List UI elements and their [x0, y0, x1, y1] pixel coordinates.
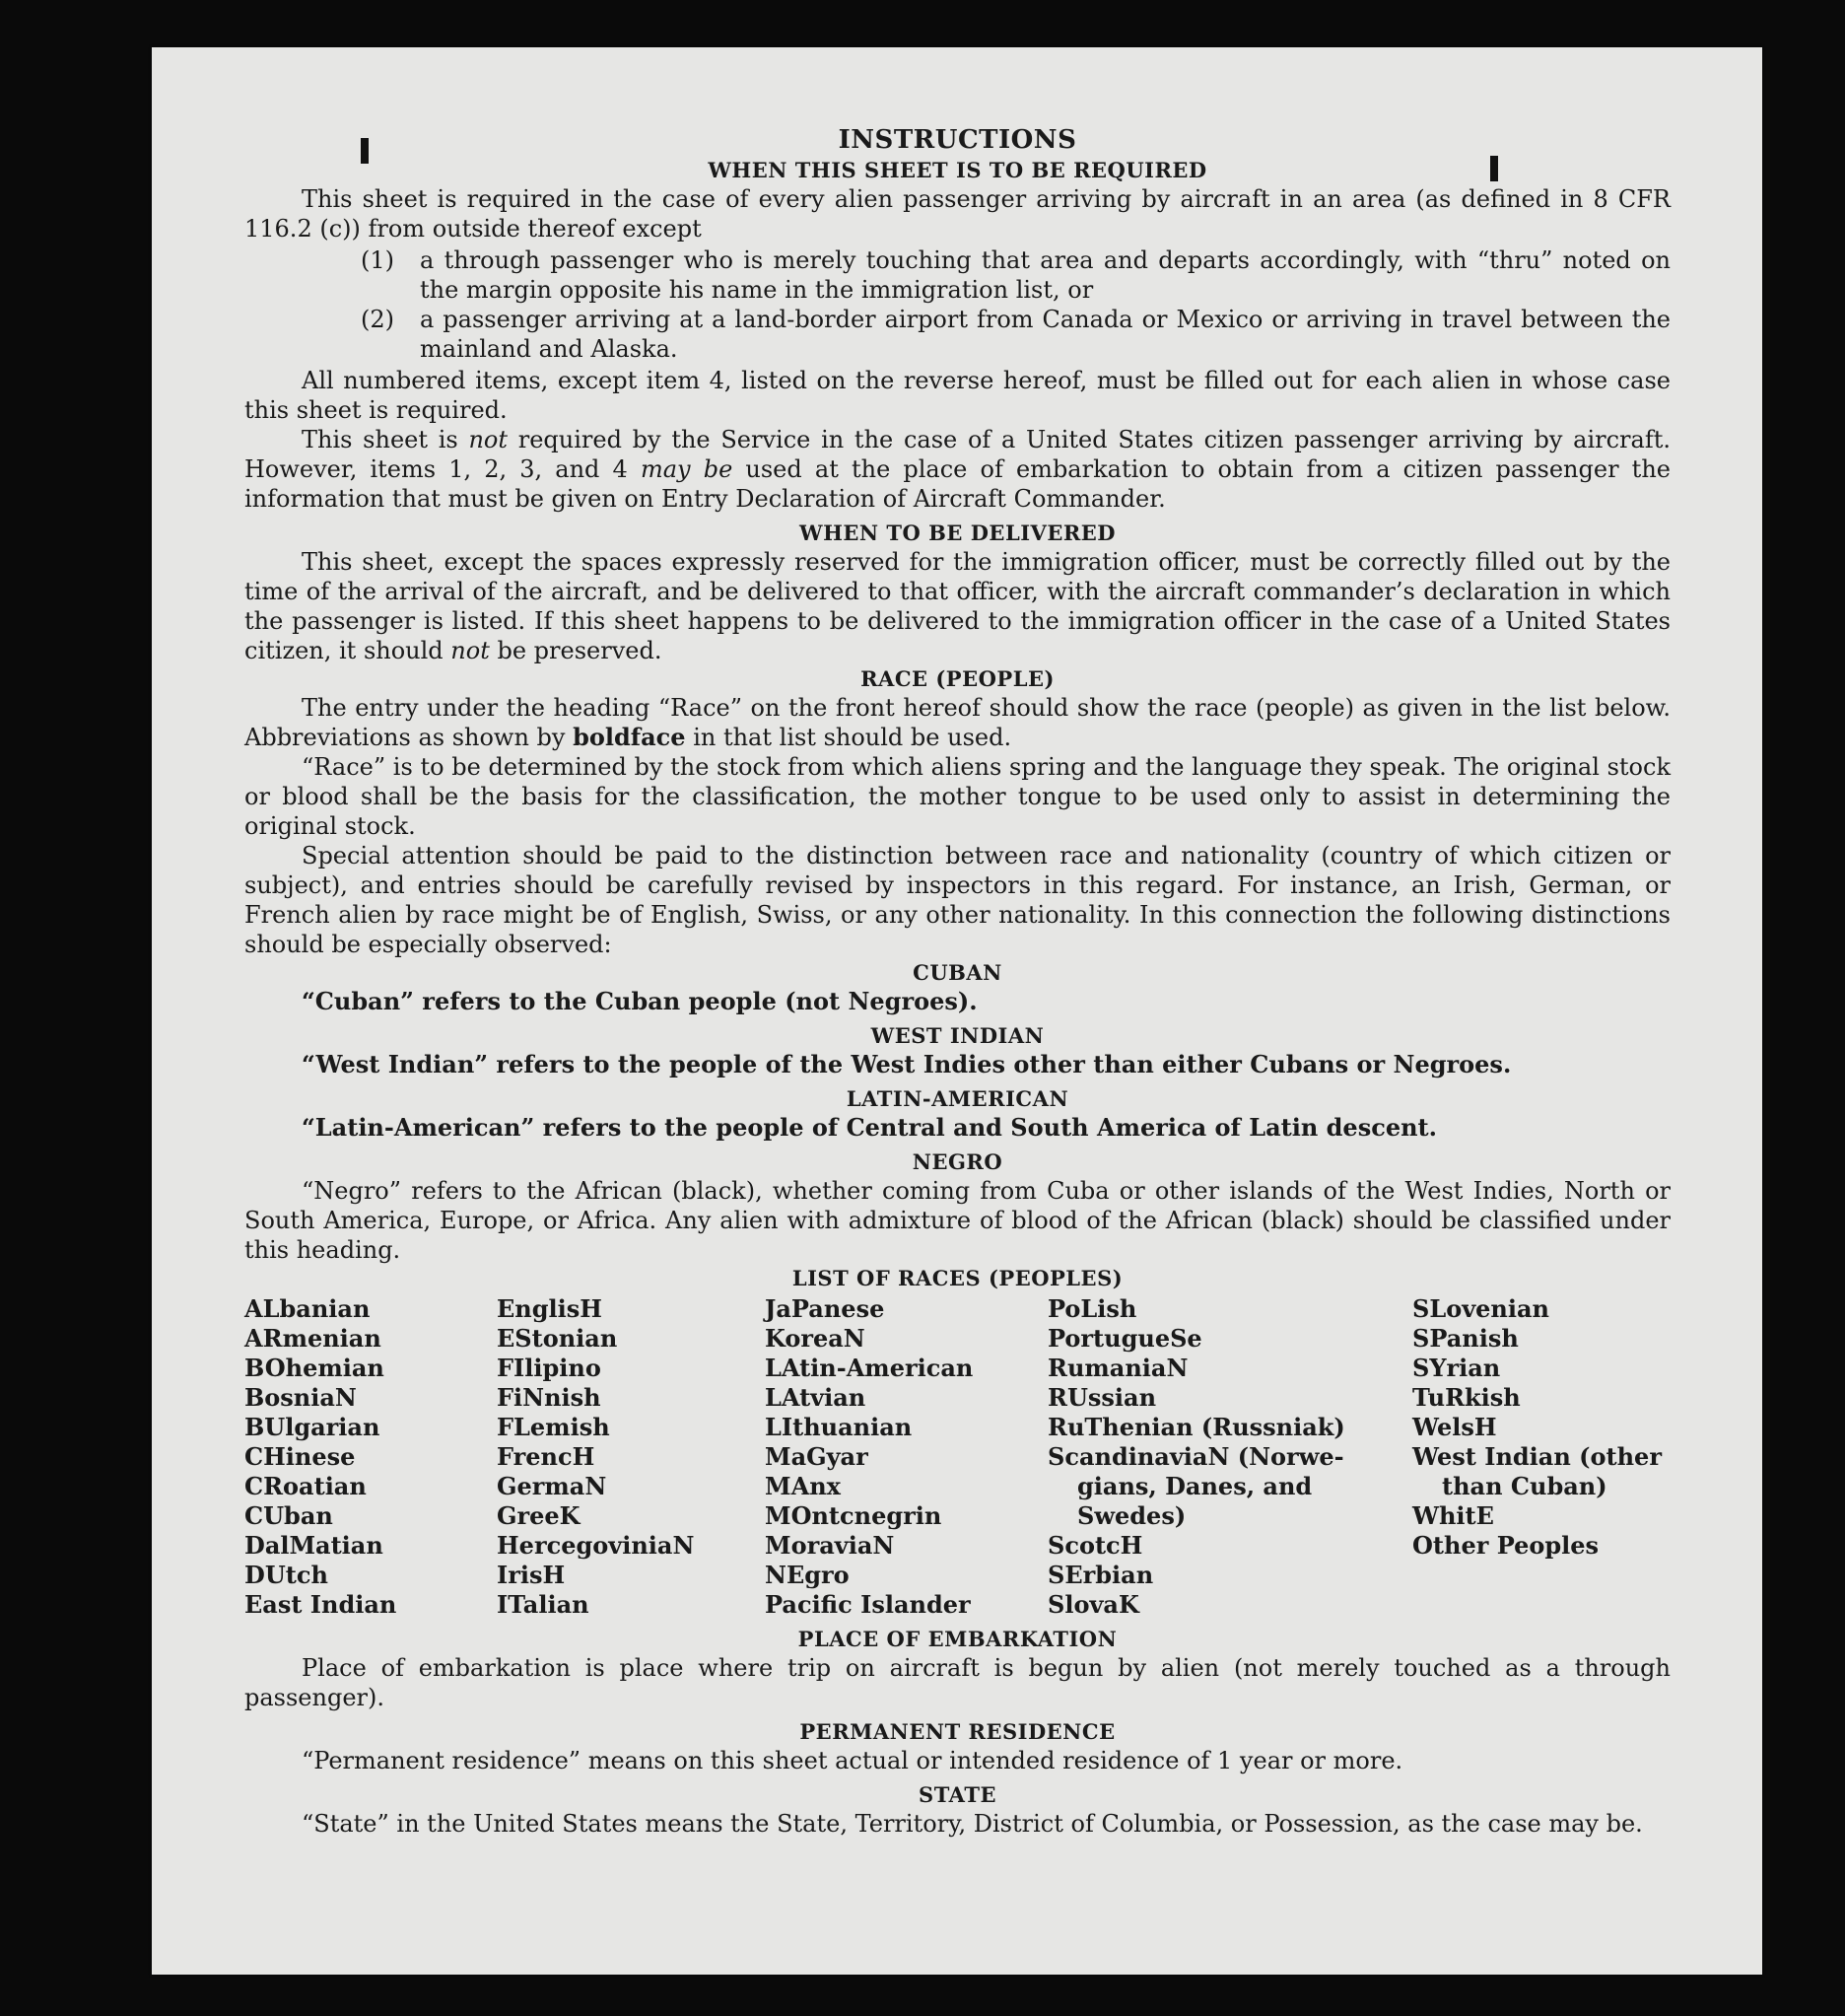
text-run: in that list should be used. — [685, 724, 1012, 751]
paragraph: Special attention should be paid to the distinction between race and nationality (country of which citizen or subject), and entries should be carefully revised by inspectors in this regard. For instance, an Irish, German, or French alien by race might be of English, Swiss, or any other nationality. In this connection the following distinctions should be especially observed: — [244, 842, 1671, 958]
section-heading: WHEN TO BE DELIVERED — [798, 521, 1116, 545]
race-entry: JaPanese — [765, 1294, 885, 1323]
race-entry: SErbian — [1048, 1561, 1154, 1589]
race-column — [765, 1294, 1048, 1620]
text-run-bold: boldface — [573, 723, 686, 751]
race-entry: LAtvian — [765, 1383, 866, 1412]
definition: “Latin-American” refers to the people of Central and South America of Latin descent. — [302, 1113, 1437, 1142]
section-heading: LIST OF RACES (PEOPLES) — [791, 1266, 1124, 1290]
race-entry: BosniaN — [244, 1383, 357, 1412]
item-number: (1) — [361, 246, 394, 274]
race-entry: SLovenian — [1412, 1294, 1549, 1323]
list-item — [244, 245, 1671, 305]
race-entry: LIthuanian — [765, 1413, 913, 1441]
race-entry: HercegoviniaN — [497, 1531, 695, 1560]
page-title: INSTRUCTIONS — [838, 125, 1077, 155]
race-entry: TuRkish — [1412, 1383, 1521, 1412]
race-column — [1048, 1294, 1412, 1620]
list-item — [244, 305, 1671, 364]
race-entry-continued: gians, Danes, and — [1077, 1472, 1313, 1500]
race-entry: ITalian — [497, 1590, 589, 1619]
race-entry: DalMatian — [244, 1531, 383, 1560]
race-entry: RUssian — [1048, 1383, 1157, 1412]
section-heading: LATIN-AMERICAN — [846, 1086, 1069, 1111]
race-entry: BUlgarian — [244, 1413, 380, 1441]
paragraph: This sheet is required in the case of every alien passenger arriving by aircraft in an area (as defined in 8 CFR 116.2 (c)) from outside thereof except — [244, 185, 1671, 243]
race-column — [1412, 1294, 1671, 1620]
item-text: a passenger arriving at a land-border airport from Canada or Mexico or arriving in travel between the mainland and Alaska. — [420, 306, 1671, 363]
section-heading: RACE (PEOPLE) — [860, 666, 1055, 691]
race-entry: MAnx — [765, 1472, 841, 1500]
definition: “Permanent residence” means on this sheet actual or intended residence of 1 year or more. — [302, 1747, 1403, 1774]
race-entry: ALbanian — [244, 1294, 371, 1323]
race-entry: ScotcH — [1048, 1531, 1143, 1560]
race-column — [497, 1294, 765, 1620]
race-entry: MoraviaN — [765, 1531, 895, 1560]
race-list — [244, 1294, 1671, 1620]
text-run: The entry under the heading “Race” on the front hereof should show the race (people) as given in the list below. Abbreviations as shown by — [244, 694, 1671, 751]
race-entry-continued: Swedes) — [1077, 1501, 1187, 1530]
paragraph: All numbered items, except item 4, listed on the reverse hereof, must be filled out for each alien in whose case this sheet is required. — [244, 367, 1671, 424]
section-heading: PLACE OF EMBARKATION — [797, 1627, 1118, 1651]
text-run: This sheet is — [302, 426, 469, 453]
paragraph — [244, 693, 1671, 752]
race-entry: FiNnish — [497, 1383, 601, 1412]
race-entry: FLemish — [497, 1413, 610, 1441]
definition: “Negro” refers to the African (black), whether coming from Cuba or other islands of the West Indies, North or South America, Europe, or Africa. Any alien with admixture of blood of the African (black) should be classified under this heading. — [244, 1177, 1671, 1264]
section-heading: PERMANENT RESIDENCE — [799, 1719, 1116, 1744]
race-entry: WhitE — [1412, 1501, 1494, 1530]
race-entry: MaGyar — [765, 1442, 868, 1471]
race-entry: SlovaK — [1048, 1590, 1139, 1619]
race-column — [244, 1294, 497, 1620]
section-heading: STATE — [919, 1782, 996, 1807]
race-entry: PoLish — [1048, 1294, 1137, 1323]
section-heading: NEGRO — [912, 1149, 1003, 1174]
section-heading: CUBAN — [913, 960, 1002, 985]
text-run: This sheet, except the spaces expressly reserved for the immigration officer, must be correctly filled out by the time of the arrival of the aircraft, and be delivered to that officer, with the aircraft commander’s declaration in which the passenger is listed. If this sheet happens to be delivered to the immigration officer in the case of a United States citizen, it should — [244, 548, 1671, 664]
item-text: a through passenger who is merely touching that area and departs accordingly, with “thru” noted on the margin opposite his name in the immigration list, or — [420, 246, 1671, 304]
race-entry: KoreaN — [765, 1324, 865, 1353]
text-run: be preserved. — [489, 637, 662, 664]
race-entry: CUban — [244, 1501, 333, 1530]
race-entry: East Indian — [244, 1590, 397, 1619]
race-entry: PortugueSe — [1048, 1324, 1202, 1353]
race-entry: LAtin-American — [765, 1354, 974, 1382]
paragraph — [244, 425, 1671, 514]
text-run-italic: may be — [640, 455, 733, 483]
paragraph — [244, 547, 1671, 665]
section-heading: WHEN THIS SHEET IS TO BE REQUIRED — [708, 158, 1207, 182]
race-entry: BOhemian — [244, 1354, 384, 1382]
definition: Place of embarkation is place where trip on aircraft is begun by alien (not merely touched as a through passenger). — [244, 1654, 1671, 1711]
item-number: (2) — [361, 306, 394, 333]
text-run: used at the place of embarkation to obtain from a citizen passenger the information that must be given on Entry Declaration of Aircraft Commander. — [244, 455, 1671, 513]
text-run-italic: not — [450, 637, 490, 664]
race-entry: MOntcnegrin — [765, 1501, 942, 1530]
race-entry: Pacific Islander — [765, 1590, 971, 1619]
race-entry: EStonian — [497, 1324, 618, 1353]
text-run-italic: not — [468, 426, 509, 453]
race-entry: FIlipino — [497, 1354, 601, 1382]
race-entry: GermaN — [497, 1472, 607, 1500]
race-entry: GreeK — [497, 1501, 581, 1530]
race-entry: CRoatian — [244, 1472, 367, 1500]
race-entry: SYrian — [1412, 1354, 1501, 1382]
definition: “State” in the United States means the State, Territory, District of Columbia, or Possession, as the case may be. — [302, 1810, 1643, 1838]
race-entry: ScandinaviaN (Norwe- — [1048, 1442, 1344, 1471]
race-entry: CHinese — [244, 1442, 356, 1471]
instructions-body — [244, 123, 1671, 1839]
paragraph: “Race” is to be determined by the stock from which aliens spring and the language they speak. The original stock or blood shall be the basis for the classification, the mother tongue to be used only to assist in determining the original stock. — [244, 753, 1671, 840]
race-entry: SPanish — [1412, 1324, 1519, 1353]
text-run: required by the Service in the case of a United States citizen passenger arriving by aircraft. However, items 1, 2, 3, and 4 — [244, 426, 1671, 483]
race-entry: ARmenian — [244, 1324, 381, 1353]
section-heading: WEST INDIAN — [870, 1023, 1045, 1048]
race-entry: IrisH — [497, 1561, 566, 1589]
race-entry: DUtch — [244, 1561, 328, 1589]
race-entry: RumaniaN — [1048, 1354, 1189, 1382]
definition: “Cuban” refers to the Cuban people (not Negroes). — [302, 987, 978, 1015]
race-entry: NEgro — [765, 1561, 850, 1589]
race-entry-continued: than Cuban) — [1442, 1472, 1607, 1500]
race-entry: West Indian (other — [1412, 1442, 1662, 1471]
race-entry: RuThenian (Russniak) — [1048, 1413, 1345, 1441]
race-entry: WelsH — [1412, 1413, 1497, 1441]
race-entry: Other Peoples — [1412, 1531, 1600, 1560]
exception-list — [244, 245, 1671, 364]
race-entry: EnglisH — [497, 1294, 602, 1323]
race-entry: FrencH — [497, 1442, 595, 1471]
definition: “West Indian” refers to the people of the West Indies other than either Cubans or Negroes. — [302, 1050, 1512, 1078]
